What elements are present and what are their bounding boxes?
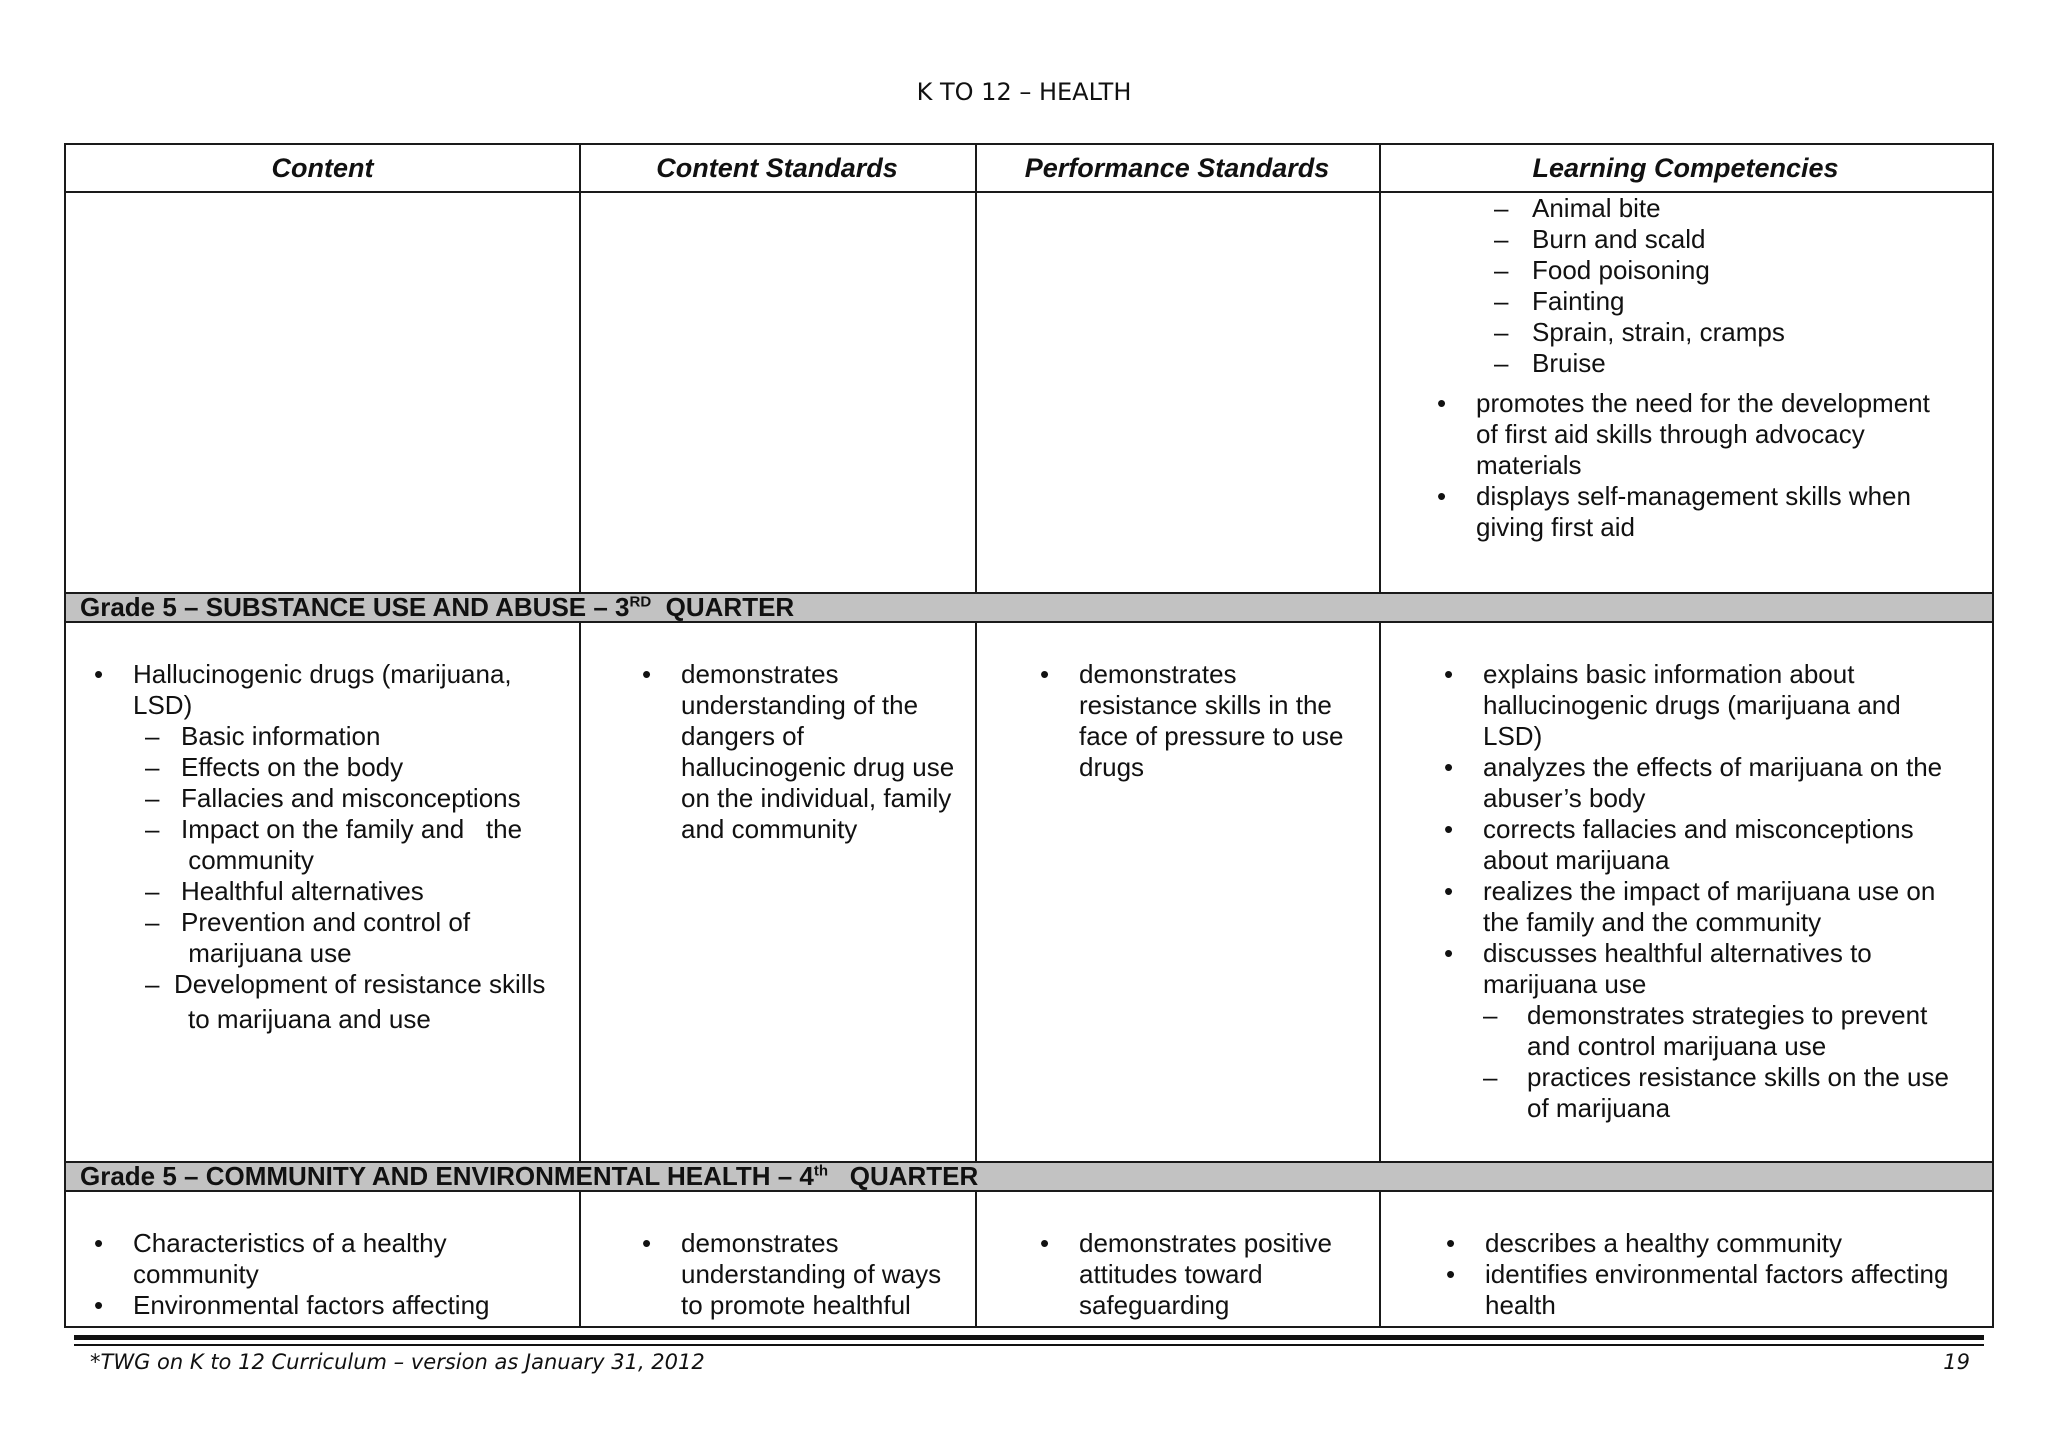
list-item-line: to promote healthful [681,1290,911,1320]
list-item-line: Prevention and control of [181,907,471,937]
dash-marker: – [145,969,160,999]
list-item-line: about marijuana [1483,845,1670,875]
row-3rd-content-standards [642,659,971,845]
footer-rule-thin [74,1344,1984,1346]
list-item-line: safeguarding [1079,1290,1230,1320]
dash-marker: – [145,876,160,906]
list-item-line: giving first aid [1476,512,1635,542]
list-item-line: analyzes the effects of marijuana on the [1483,752,1943,782]
list-item: Bruise [1532,348,1606,378]
bullet-marker: • [1437,481,1447,511]
bullet-marker: • [94,1228,104,1258]
dash-marker: – [1494,317,1509,347]
list-item-line: understanding of the [681,690,919,720]
column-divider [1379,145,1381,1326]
list-item-line: demonstrates [681,659,839,689]
bullet-marker: • [94,1290,104,1320]
list-item-line: Hallucinogenic drugs (marijuana, [133,659,512,689]
list-item-line: demonstrates [681,1228,839,1258]
list-item: Food poisoning [1532,255,1710,285]
list-item-line: practices resistance skills on the use [1527,1062,1949,1092]
band-suffix: QUARTER [651,592,795,622]
bullet-marker: • [1040,1228,1050,1258]
list-item-line: on the individual, family [681,783,952,813]
list-item-line: Impact on the family and the [181,814,523,844]
list-item-line: drugs [1079,752,1145,782]
list-item-line: community [133,1259,259,1289]
dash-marker: – [1494,348,1509,378]
column-divider [975,145,977,1326]
column-header-content: Content [271,153,374,183]
list-item: Fainting [1532,286,1625,316]
list-item-line: LSD) [1483,721,1543,751]
list-item-line: demonstrates strategies to prevent [1527,1000,1928,1030]
bullet-marker: • [1444,876,1454,906]
list-item: Animal bite [1532,193,1661,223]
band-title: Grade 5 – SUBSTANCE USE AND ABUSE – 3 [80,592,630,622]
band-title: Grade 5 – COMMUNITY AND ENVIRONMENTAL HEALTH – 4 [80,1161,814,1191]
list-item-line: explains basic information about [1483,659,1855,689]
bullet-marker: • [1444,659,1454,689]
bullet-marker: • [1446,1259,1456,1289]
band-superscript: th [813,1162,829,1180]
row-3rd-learning-competencies [1444,659,1988,1124]
dash-marker: – [1494,255,1509,285]
section-band-4th-quarter [66,1161,1992,1192]
list-item-line: abuser’s body [1483,783,1646,813]
list-item-line: hallucinogenic drugs (marijuana and [1483,690,1901,720]
footer-note: *TWG on K to 12 Curriculum – version as January 31, 2012 [90,1350,705,1374]
list-item: Sprain, strain, cramps [1532,317,1785,347]
list-item-line: marijuana use [1483,969,1647,999]
page-number: 19 [1943,1350,1970,1374]
list-item-line: Fallacies and misconceptions [181,783,521,813]
band-superscript: RD [629,593,652,611]
list-item-line: of first aid skills through advocacy [1476,419,1865,449]
list-item-line: health [1485,1290,1556,1320]
list-item-line: corrects fallacies and misconceptions [1483,814,1914,844]
list-item-line: displays self-management skills when [1476,481,1911,511]
list-item-line: and community [681,814,858,844]
list-item-line: promotes the need for the development [1476,388,1930,418]
dash-marker: – [145,783,160,813]
bullet-marker: • [1437,388,1447,418]
bullet-marker: • [1444,752,1454,782]
list-item-line: Basic information [181,721,381,751]
list-item-line: identifies environmental factors affecting [1485,1259,1949,1289]
dash-marker: – [145,752,160,782]
list-item-line: describes a healthy community [1485,1228,1842,1258]
list-item-line: materials [1476,450,1582,480]
band-suffix: QUARTER [828,1161,979,1191]
list-item-line: Effects on the body [181,752,404,782]
dash-marker: – [1494,286,1509,316]
list-item-line: to marijuana and use [188,1004,431,1034]
row-4th-performance-standards [1040,1228,1374,1321]
row-4th-content [94,1228,573,1321]
bullet-marker: • [94,659,104,689]
dash-marker: – [1483,1062,1498,1092]
list-item-line: LSD) [133,690,193,720]
list-item-line: hallucinogenic drug use [681,752,955,782]
list-item-line: face of pressure to use [1079,721,1344,751]
list-item-line: marijuana use [181,938,352,968]
list-item-line: Characteristics of a healthy [133,1228,447,1258]
bullet-marker: • [1446,1228,1456,1258]
column-divider [579,145,581,1326]
list-item-line: resistance skills in the [1079,690,1332,720]
list-item-line: understanding of ways [681,1259,942,1289]
list-item-line: the family and the community [1483,907,1822,937]
list-item-line: and control marijuana use [1527,1031,1827,1061]
dash-marker: – [145,721,160,751]
footer-rule-thick [74,1335,1984,1340]
list-item-line: demonstrates [1079,659,1237,689]
list-item-line: discusses healthful alternatives to [1483,938,1872,968]
dash-marker: – [1494,193,1509,223]
bullet-marker: • [1444,938,1454,968]
row-4th-content-standards [642,1228,971,1321]
top-row-learning-competencies [1494,193,1982,379]
column-header-content-standards: Content Standards [656,153,898,183]
row-3rd-content [94,659,573,1035]
list-item-line: demonstrates positive [1079,1228,1332,1258]
top-row-learning-bullets [1437,388,1986,543]
bullet-marker: • [642,659,652,689]
column-header-learning-competencies: Learning Competencies [1532,153,1839,183]
dash-marker: – [1494,224,1509,254]
list-item-line: Environmental factors affecting [133,1290,490,1320]
section-band-3rd-quarter [66,592,1992,623]
dash-marker: – [145,814,160,844]
bullet-marker: • [1444,814,1454,844]
bullet-marker: • [1040,659,1050,689]
column-header-performance-standards: Performance Standards [1024,153,1330,183]
curriculum-table [64,143,1994,1328]
page-header-title: K TO 12 – HEALTH [916,78,1132,106]
list-item-line: realizes the impact of marijuana use on [1483,876,1936,906]
list-item-line: Development of resistance skills [174,969,546,999]
list-item-line: Healthful alternatives [181,876,424,906]
row-4th-learning-competencies [1446,1228,1990,1321]
dash-marker: – [145,907,160,937]
list-item: Burn and scald [1532,224,1706,254]
list-item-line: attitudes toward [1079,1259,1263,1289]
bullet-marker: • [642,1228,652,1258]
dash-marker: – [1483,1000,1498,1030]
list-item-line: community [181,845,314,875]
list-item-line: of marijuana [1527,1093,1671,1123]
list-item-line: dangers of [681,721,804,751]
row-3rd-performance-standards [1040,659,1374,783]
